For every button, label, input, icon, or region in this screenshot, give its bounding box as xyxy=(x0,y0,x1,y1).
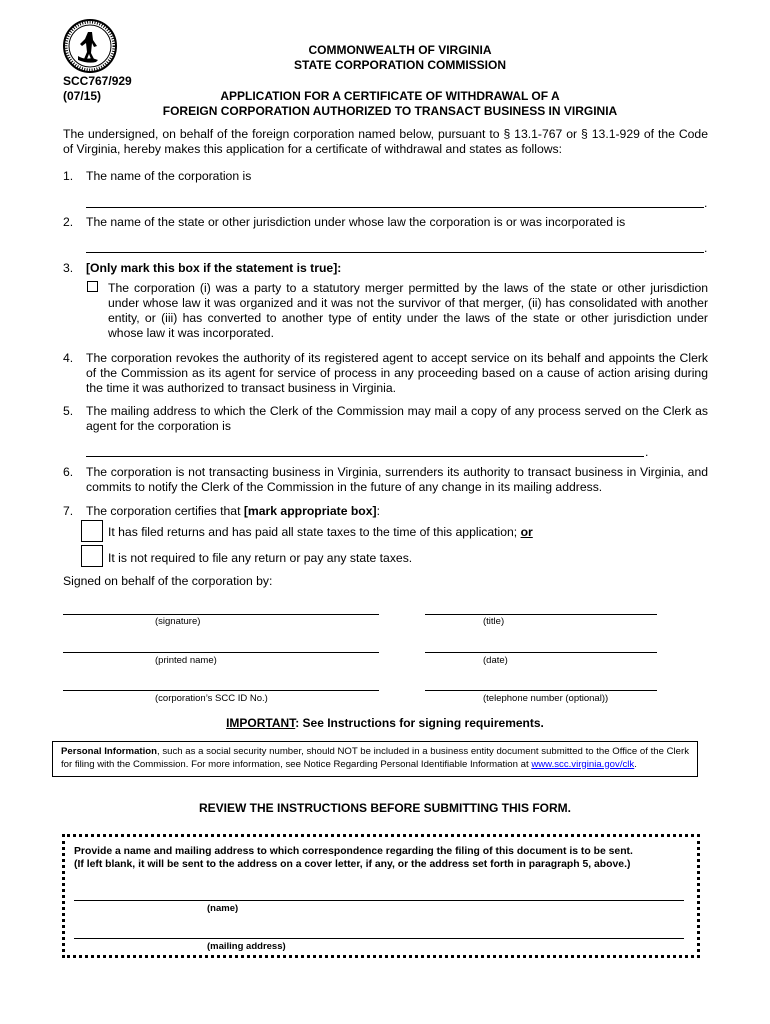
item-6-text: The corporation is not transacting business in Virginia, surrenders its authority to transact business in Virginia, and commits to notify the Clerk of the Commission in the future of any change in its mailing address. xyxy=(86,465,708,494)
item-5-text: The mailing address to which the Clerk of the Commission may mail a copy of any process served on the Clerk as agent for the corporation is xyxy=(86,404,708,433)
item-1-number: 1. xyxy=(63,169,74,183)
item-3-text: [Only mark this box if the statement is true]: xyxy=(86,261,342,275)
item-5-period: . xyxy=(645,445,649,459)
mailing-address-field[interactable] xyxy=(86,456,644,457)
correspondence-address-field[interactable] xyxy=(74,938,684,939)
option-a-checkbox[interactable] xyxy=(81,520,103,542)
scc-id-field[interactable] xyxy=(63,690,379,691)
form-title-line2: FOREIGN CORPORATION AUTHORIZED TO TRANSACT BUSINESS IN VIRGINIA xyxy=(162,104,618,118)
item-2-period: . xyxy=(704,241,708,255)
item-5-number: 5. xyxy=(63,404,74,418)
review-instructions: REVIEW THE INSTRUCTIONS BEFORE SUBMITTING THIS FORM. xyxy=(199,801,571,815)
item-7-number: 7. xyxy=(63,504,74,518)
title-caption: (title) xyxy=(483,616,505,627)
printed-name-caption: (printed name) xyxy=(155,655,217,666)
signature-field[interactable] xyxy=(63,614,379,615)
date-caption: (date) xyxy=(483,655,508,666)
jurisdiction-field[interactable] xyxy=(86,252,704,253)
printed-name-field[interactable] xyxy=(63,652,379,653)
form-date: (07/15) xyxy=(63,89,102,103)
form-number: SCC767/929 xyxy=(63,74,132,88)
correspondence-line1: Provide a name and mailing address to which correspondence regarding the filing of this document is to be sent. xyxy=(74,846,633,857)
scc-clerk-link[interactable]: www.scc.virginia.gov/clk xyxy=(531,758,635,770)
item-1-period: . xyxy=(704,196,708,210)
telephone-caption: (telephone number (optional)) xyxy=(483,693,609,704)
option-a-label: It has filed returns and has paid all state taxes to the time of this application; or xyxy=(108,525,533,539)
header-commission: STATE CORPORATION COMMISSION xyxy=(294,58,506,72)
option-b-checkbox[interactable] xyxy=(81,545,103,567)
item-4-text: The corporation revokes the authority of its registered agent to accept service on its behalf and appoints the Clerk of the Commission as its agent for service of process in any proceeding based on a cause of action arising during the time it was authorized to transact business in Virginia. xyxy=(86,351,708,395)
signed-by-label: Signed on behalf of the corporation by: xyxy=(63,574,273,588)
item-4-number: 4. xyxy=(63,351,74,365)
correspondence-line2: (If left blank, it will be sent to the address on a cover letter, if any, or the address set forth in paragraph 5, above.) xyxy=(74,859,631,870)
item-2-number: 2. xyxy=(63,215,74,229)
intro-paragraph: The undersigned, on behalf of the foreign corporation named below, pursuant to § 13.1-767 or § 13.1-929 of the Code of Virginia, hereby makes this application for a certificate of withdrawal and states as follows: xyxy=(63,127,708,156)
correspondence-address-caption: (mailing address) xyxy=(207,941,286,952)
item-1-text: The name of the corporation is xyxy=(86,169,252,183)
virginia-seal-icon xyxy=(62,18,118,74)
item-6-number: 6. xyxy=(63,465,74,479)
title-field[interactable] xyxy=(425,614,657,615)
correspondence-name-caption: (name) xyxy=(207,903,239,914)
date-field[interactable] xyxy=(425,652,657,653)
option-b-label: It is not required to file any return or pay any state taxes. xyxy=(108,551,413,565)
telephone-field[interactable] xyxy=(425,690,657,691)
correspondence-name-field[interactable] xyxy=(74,900,684,901)
signature-caption: (signature) xyxy=(155,616,201,627)
important-note: IMPORTANT: See Instructions for signing requirements. xyxy=(226,716,544,730)
item-2-text: The name of the state or other jurisdiction under whose law the corporation is or was incorporated is xyxy=(86,215,626,229)
corporation-name-field[interactable] xyxy=(86,207,704,208)
form-title-line1: APPLICATION FOR A CERTIFICATE OF WITHDRAWAL OF A xyxy=(220,89,560,103)
item-7-text: The corporation certifies that [mark appropriate box]: xyxy=(86,504,380,518)
item-3-statement: The corporation (i) was a party to a statutory merger permitted by the laws of the state or other jurisdiction under whose law it was organized and it was not the survivor of that merger, (ii) has consolidated with another entity, or (iii) has converted to another type of entity under the laws of the state or other jurisdiction under whose law it was incorporated. xyxy=(108,281,708,340)
personal-info-notice: Personal Information, such as a social security number, should NOT be included in a business entity document submitted to the Office of the Clerk for filing with the Commission. For more information, see Notice Regarding Personal Identifiable Information at www.scc.virginia.gov/clk. xyxy=(52,741,698,777)
header-commonwealth: COMMONWEALTH OF VIRGINIA xyxy=(308,43,492,57)
item-3-checkbox[interactable] xyxy=(87,281,98,292)
item-3-number: 3. xyxy=(63,261,74,275)
scc-id-caption: (corporation’s SCC ID No.) xyxy=(155,693,268,704)
